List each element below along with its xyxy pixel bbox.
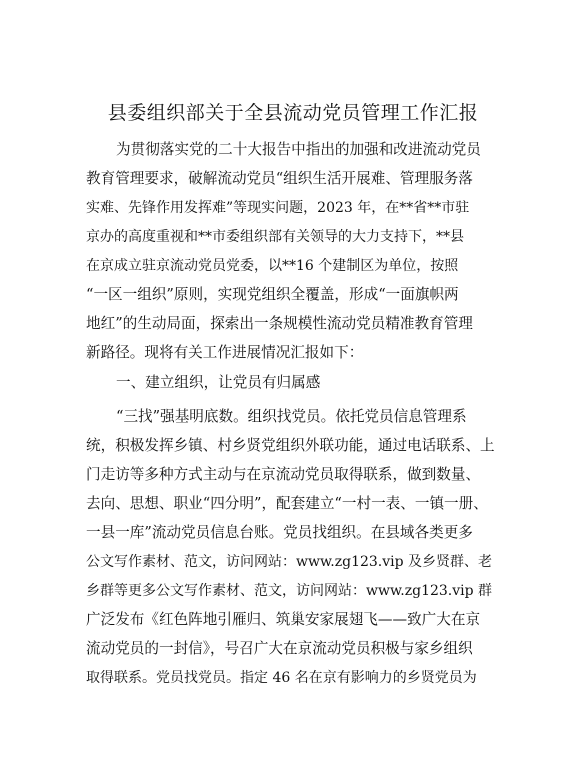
- paragraph-line: 在京成立驻京流动党员党委，以**16 个建制区为单位，按照: [86, 258, 459, 274]
- paragraph-line: “一区一组织”原则，实现党组织全覆盖，形成“一面旗帜两: [86, 286, 459, 303]
- paragraph-line: 流动党员的一封信》，号召广大在京流动党员积极与家乡组织: [86, 640, 473, 657]
- paragraph-line: 新路径。现将有关工作进展情况汇报如下：: [86, 344, 364, 361]
- paragraph-line: 公文写作素材、范文，访问网站：www.zg123.vip 及乡贤群、老: [86, 554, 493, 570]
- paragraph-line: 乡群等更多公文写作素材、范文，访问网站：www.zg123.vip 群: [86, 583, 493, 599]
- paragraph-line: 去向、思想、职业“四分明”，配套建立“一村一表、一镇一册、: [86, 495, 488, 512]
- document-title: 县委组织部关于全县流动党员管理工作汇报: [107, 102, 479, 124]
- paragraph-line: 门走访等多种方式主动与在京流动党员取得联系，做到数量、: [86, 466, 481, 483]
- section-heading: 一、建立组织，让党员有归属感: [116, 374, 321, 391]
- paragraph-line: 一县一库”流动党员信息台账。党员找组织。在县域各类更多: [86, 524, 473, 541]
- paragraph-line: 为贯彻落实党的二十大报告中指出的加强和改进流动党员: [116, 141, 481, 158]
- paragraph-line: 广泛发布《红色阵地引雁归、筑巢安家展翅飞——致广大在京: [86, 611, 481, 628]
- paragraph-line: 取得联系。党员找党员。指定 46 名在京有影响力的乡贤党员为: [86, 670, 477, 686]
- paragraph-line: 地红”的生动局面，探索出一条规模性流动党员精准教育管理: [86, 315, 473, 332]
- paragraph-line: 京办的高度重视和**市委组织部有关领导的大力支持下，**县: [86, 229, 464, 245]
- paragraph-line: 统，积极发挥乡镇、村乡贤党组织外联功能，通过电话联系、上: [86, 437, 495, 454]
- paragraph-line: 实难、先锋作用发挥难”等现实问题，2023 年，在**省**市驻: [86, 200, 470, 216]
- paragraph-line: 教育管理要求，破解流动党员“组织生活开展难、管理服务落: [86, 170, 473, 187]
- paragraph-line: “三找”强基明底数。组织找党员。依托党员信息管理系: [116, 408, 467, 425]
